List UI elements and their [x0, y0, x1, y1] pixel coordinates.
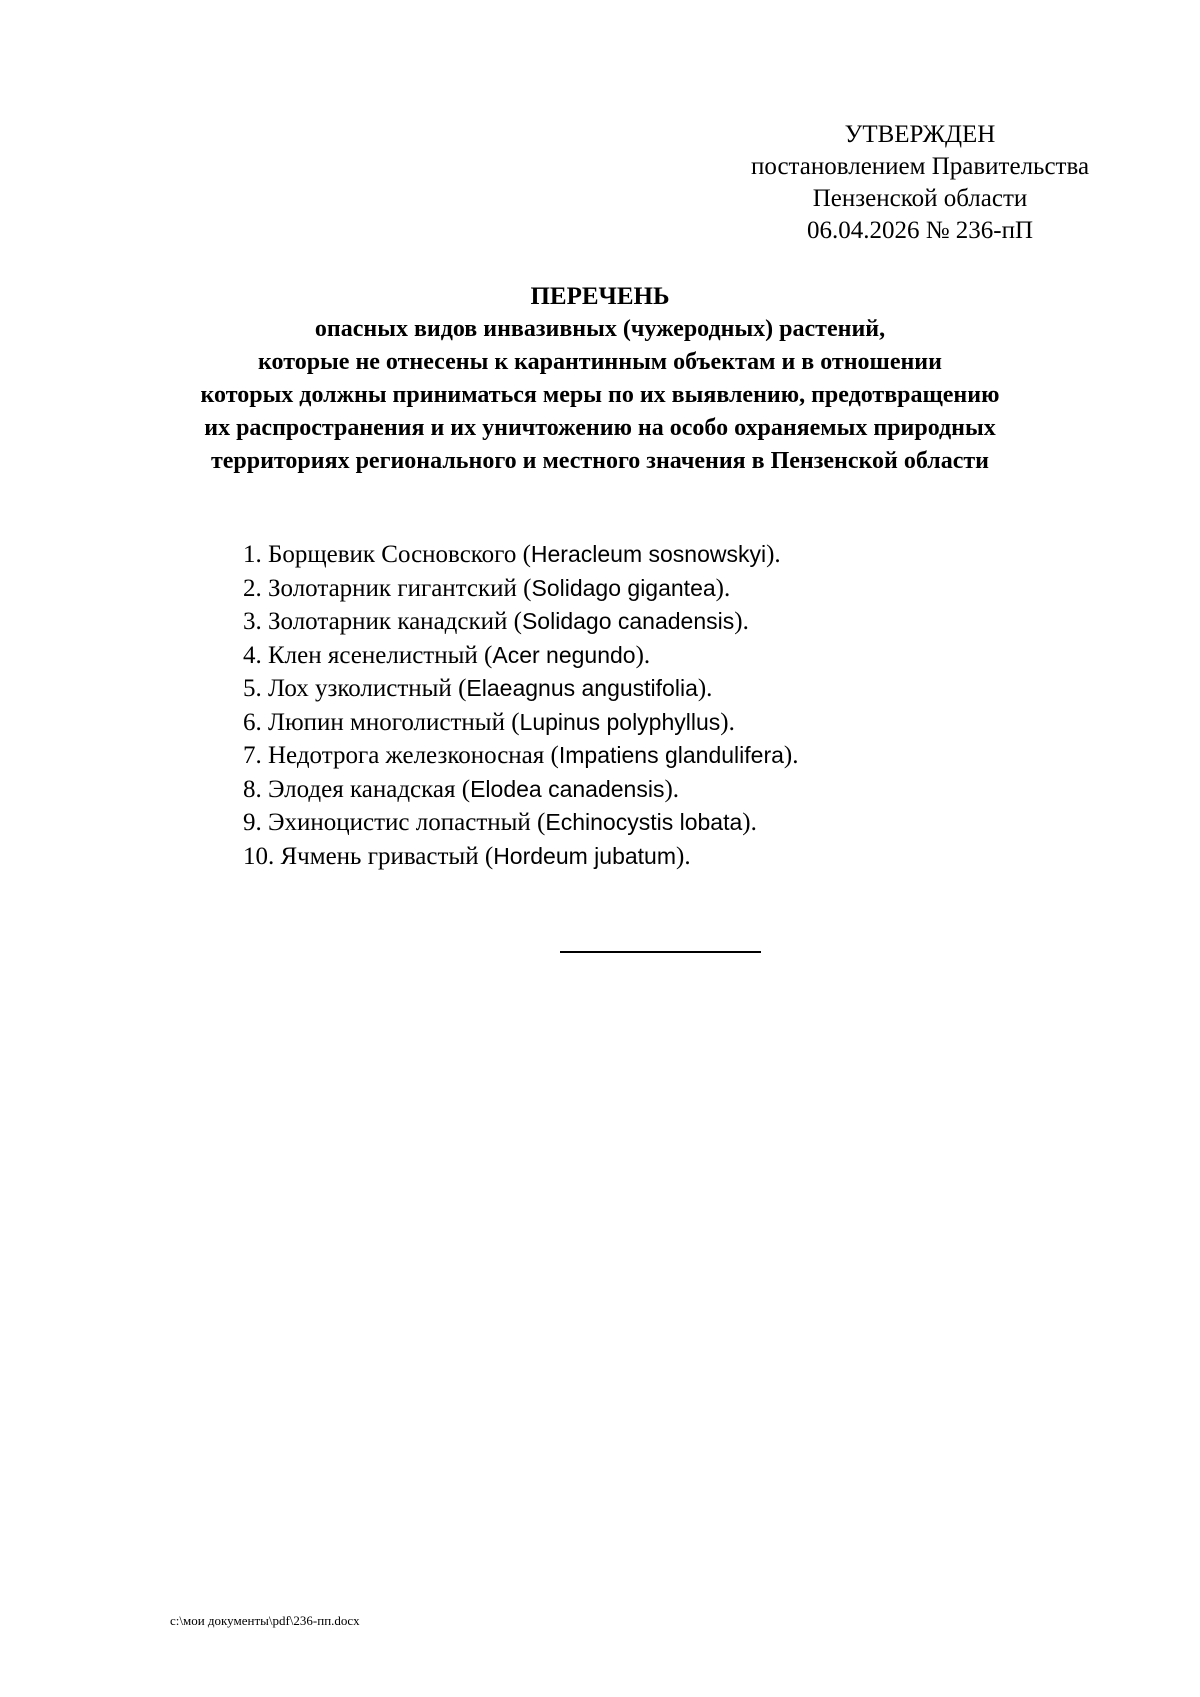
species-latin-name: Impatiens glandulifera [558, 742, 784, 768]
approval-status: УТВЕРЖДЕН [844, 121, 996, 148]
item-number: 10. [243, 842, 275, 870]
species-name: Эхиноцистис лопастный [268, 809, 531, 836]
approval-region: Пензенской области [812, 185, 1028, 212]
approval-authority: постановлением Правительства [750, 153, 1090, 180]
species-latin-name: Lupinus polyphyllus [519, 708, 721, 735]
document-title [150, 280, 1050, 478]
species-list [243, 538, 1043, 873]
species-latin-name: Solidago gigantea [531, 574, 716, 601]
title-main: ПЕРЕЧЕНЬ [530, 283, 670, 310]
list-item: 9. Эхиноцистис лопастный (Echinocystis lobata). [243, 809, 757, 836]
species-name: Клен ясенелистный [268, 641, 478, 669]
species-latin-name: Hordeum jubatum [493, 842, 676, 869]
species-name: Недотрога железконосная [268, 742, 545, 769]
list-item: 4. Клен ясенелистный (Acer negundo). [243, 641, 651, 669]
item-number: 3. [243, 608, 262, 635]
item-number: 2. [243, 574, 262, 602]
species-latin-name: Echinocystis lobata [545, 809, 743, 835]
title-line: опасных видов инвазивных (чужеродных) растений, [314, 316, 886, 342]
list-item: 1. Борщевик Сосновского (Heracleum sosnowskyi). [243, 541, 781, 568]
item-number: 9. [243, 809, 262, 836]
title-line: территориях регионального и местного значения в Пензенской области [210, 448, 990, 474]
species-latin-name: Solidago canadensis [521, 608, 735, 634]
species-name: Золотарник гигантский [268, 574, 517, 602]
species-latin-name: Heracleum sosnowskyi [530, 541, 767, 567]
approval-block [720, 119, 1120, 247]
item-number: 4. [243, 641, 262, 669]
species-latin-name: Acer negundo [492, 641, 636, 668]
item-number: 7. [243, 742, 262, 769]
list-item: 5. Лох узколистный (Elaeagnus angustifolia). [243, 675, 713, 702]
title-line: которых должны приниматься меры по их выявлению, предотвращению [200, 382, 1000, 408]
list-item: 7. Недотрога железконосная (Impatiens glandulifera). [243, 742, 799, 769]
species-name: Люпин многолистный [268, 708, 505, 736]
item-number: 1. [243, 541, 262, 568]
list-item: 6. Люпин многолистный (Lupinus polyphyllus). [243, 708, 735, 736]
species-name: Борщевик Сосновского [268, 541, 517, 568]
title-line: которые не отнесены к карантинным объектам и в отношении [258, 349, 942, 375]
species-latin-name: Elodea canadensis [470, 775, 665, 802]
species-name: Золотарник канадский [268, 608, 508, 635]
list-item: 2. Золотарник гигантский (Solidago gigantea). [243, 574, 731, 602]
species-name: Ячмень гривастый [280, 842, 479, 870]
list-item: 8. Элодея канадская (Elodea canadensis). [243, 775, 680, 803]
item-number: 6. [243, 708, 262, 736]
title-line: их распространения и их уничтожению на особо охраняемых природных [204, 415, 996, 441]
species-latin-name: Elaeagnus angustifolia [466, 675, 698, 701]
list-item: 10. Ячмень гривастый (Hordeum jubatum). [243, 842, 691, 870]
end-divider [560, 951, 761, 953]
list-item: 3. Золотарник канадский (Solidago canadensis). [243, 608, 749, 635]
item-number: 5. [243, 675, 262, 702]
approval-date-number: 06.04.2026 № 236-пП [806, 217, 1034, 244]
species-name: Элодея канадская [268, 775, 456, 803]
item-number: 8. [243, 775, 262, 803]
species-name: Лох узколистный [268, 675, 452, 702]
file-path-footer: c:\мои документы\pdf\236-пп.docx [170, 1613, 360, 1628]
